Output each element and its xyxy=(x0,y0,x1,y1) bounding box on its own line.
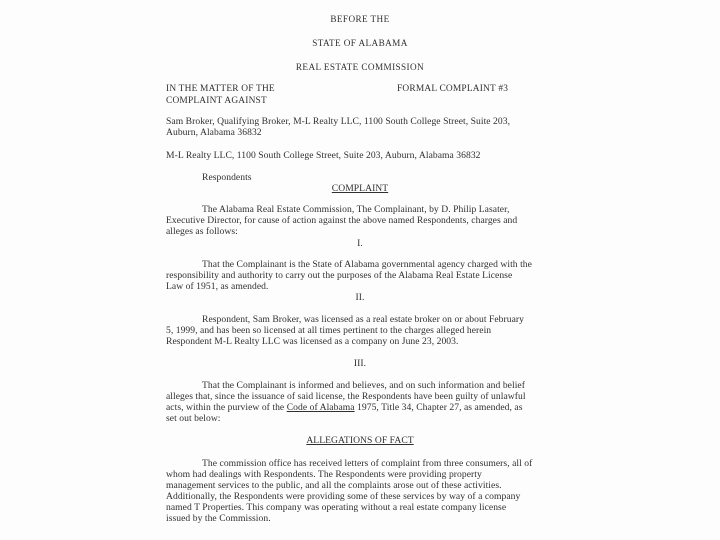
section-iii-line4: set out below: xyxy=(166,413,221,424)
intro-line2: Executive Director, for cause of action against the above named Respondents, charges and xyxy=(166,215,518,226)
intro-line3: alleges as follows: xyxy=(166,226,238,237)
section-ii-numeral: II. xyxy=(355,292,365,303)
caption-complaint-number: FORMAL COMPLAINT #3 xyxy=(397,84,509,94)
intro-line1: The Alabama Real Estate Commission, The Complainant, by D. Philip Lasater, xyxy=(202,204,510,215)
allegations-line5: named T Properties. This company was operating without a real estate company license xyxy=(166,502,507,513)
allegations-line2: whom had dealings with Respondents. The Respondents were providing property xyxy=(166,469,482,480)
header-before-the: BEFORE THE xyxy=(330,14,390,24)
allegations-line4: Additionally, the Respondents were providing some of these services by way of a company xyxy=(166,491,521,502)
code-of-alabama-citation: Code of Alabama xyxy=(286,402,355,413)
respondent1-line1: Sam Broker, Qualifying Broker, M-L Realty LLC, 1100 South College Street, Suite 203, xyxy=(166,116,511,127)
allegations-heading: ALLEGATIONS OF FACT xyxy=(306,435,414,446)
section-iii-line1: That the Complainant is informed and believes, and on such information and belief xyxy=(202,380,525,391)
respondent2-line: M-L Realty LLC, 1100 South College Street, Suite 203, Auburn, Alabama 36832 xyxy=(166,150,481,161)
complaint-heading: COMPLAINT xyxy=(331,183,389,194)
section-iii-line2: alleges that, since the issuance of said license, the Respondents have been guilty of unlawful xyxy=(166,391,526,402)
section-i-line1: That the Complainant is the State of Alabama governmental agency charged with the xyxy=(202,259,532,270)
allegations-line6: issued by the Commission. xyxy=(166,513,271,524)
section-iii-line3-post: 1975, Title 34, Chapter 27, as amended, as xyxy=(354,402,523,413)
section-ii-line1: Respondent, Sam Broker, was licensed as a real estate broker on or about February xyxy=(202,314,525,325)
caption-complaint-against: COMPLAINT AGAINST xyxy=(166,96,267,106)
header-commission: REAL ESTATE COMMISSION xyxy=(295,62,425,72)
respondents-label: Respondents xyxy=(202,172,252,183)
section-i-numeral: I. xyxy=(357,238,363,249)
section-iii-line3 xyxy=(166,402,522,413)
allegations-line1: The commission office has received letters of complaint from three consumers, all of xyxy=(202,458,533,469)
section-i-line3: Law of 1951, as amended. xyxy=(166,281,269,292)
section-ii-line2: 5, 1999, and has been so licensed at all times pertinent to the charges alleged herein xyxy=(166,325,492,336)
section-ii-line3: Respondent M-L Realty LLC was licensed as a company on June 23, 2003. xyxy=(166,336,459,347)
section-iii-line3-pre: acts, within the purview of the xyxy=(166,402,287,413)
header-state: STATE OF ALABAMA xyxy=(312,38,408,48)
caption-matter-line: IN THE MATTER OF THE xyxy=(166,84,275,94)
allegations-line3: management services to the public, and all the complaints arose out of these activities. xyxy=(166,480,502,491)
section-i-line2: responsibility and authority to carry out the purposes of the Alabama Real Estate License xyxy=(166,270,513,281)
respondent1-line2: Auburn, Alabama 36832 xyxy=(166,127,262,138)
section-iii-numeral: III. xyxy=(353,358,367,369)
